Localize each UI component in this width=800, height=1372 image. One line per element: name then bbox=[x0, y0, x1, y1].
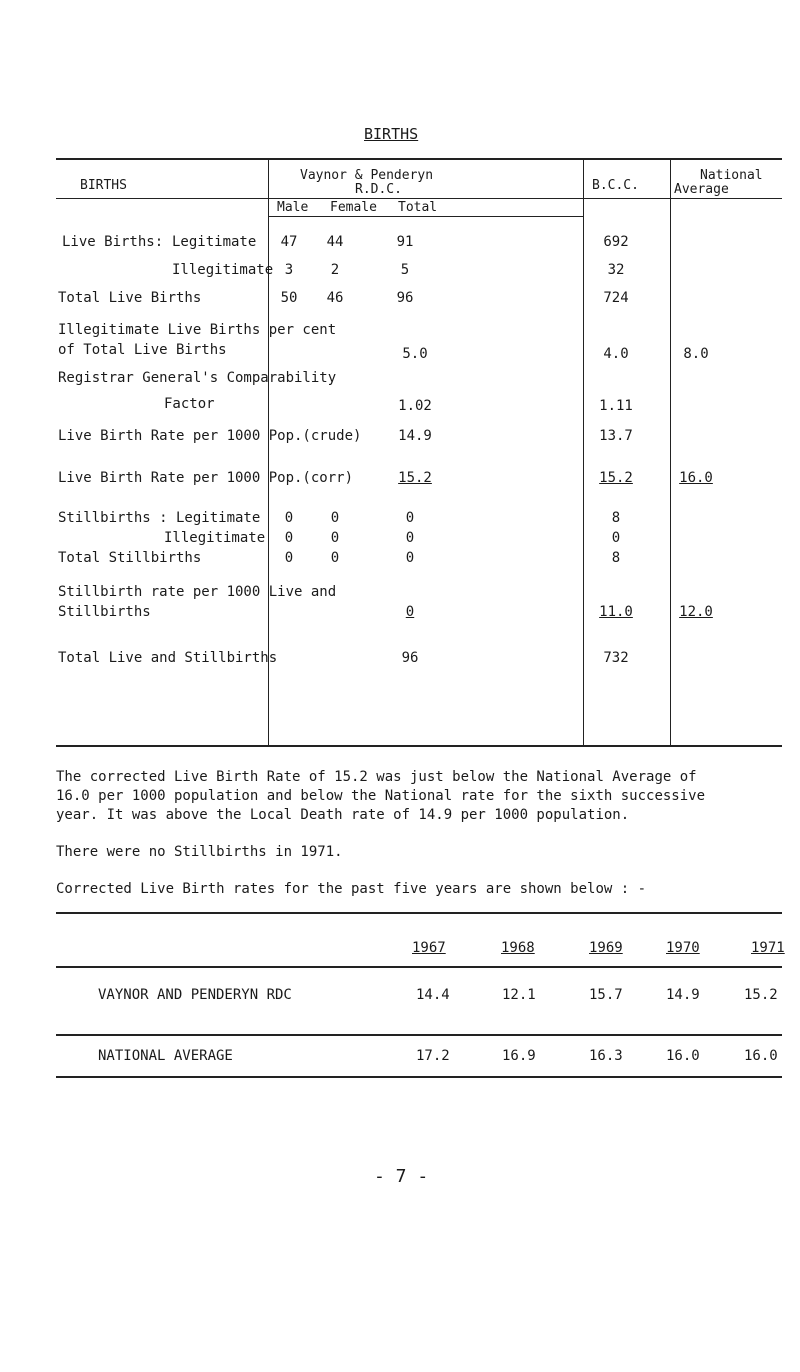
year-header: 1967 bbox=[412, 940, 446, 956]
rates-cell: 14.4 bbox=[416, 987, 450, 1003]
rates-cell: 17.2 bbox=[416, 1048, 450, 1064]
row-label: Live Births: bbox=[62, 234, 164, 250]
cell-male: 0 bbox=[284, 510, 294, 526]
header-bcc: B.C.C. bbox=[592, 178, 639, 193]
row-label: Stillbirth rate per 1000 Live and bbox=[58, 584, 337, 600]
cell-total: 0 bbox=[405, 510, 415, 526]
header-births: BIRTHS bbox=[80, 178, 127, 193]
subheader-male: Male bbox=[277, 200, 309, 215]
header-national-sub: Average bbox=[674, 182, 729, 197]
cell-male: 50 bbox=[280, 290, 298, 306]
cell-female: 46 bbox=[326, 290, 344, 306]
cell-bcc: 0 bbox=[611, 530, 621, 546]
rates-cell: 15.7 bbox=[589, 987, 623, 1003]
row-label: Total Stillbirths bbox=[58, 550, 202, 566]
subheader-female: Female bbox=[330, 200, 377, 215]
row-label: Registrar General's Comparability bbox=[58, 370, 337, 386]
cell-total: 0 bbox=[405, 530, 415, 546]
cell-total: 91 bbox=[396, 234, 414, 250]
cell-bcc: 32 bbox=[607, 262, 625, 278]
rates-cell: 14.9 bbox=[666, 987, 700, 1003]
cell-bcc: 13.7 bbox=[599, 428, 633, 444]
row-label-2: Illegitimate bbox=[172, 262, 274, 278]
cell-national: 16.0 bbox=[679, 470, 713, 486]
header-rdc: Vaynor & Penderyn bbox=[300, 168, 434, 183]
paragraph-line: The corrected Live Birth Rate of 15.2 was just below the National Average of bbox=[56, 769, 697, 785]
paragraph-line: There were no Stillbirths in 1971. bbox=[56, 844, 343, 860]
cell-female: 44 bbox=[326, 234, 344, 250]
page-title: BIRTHS bbox=[364, 125, 419, 143]
paragraph-line: year. It was above the Local Death rate of 14.9 per 1000 population. bbox=[56, 807, 630, 823]
cell-bcc: 8 bbox=[611, 550, 621, 566]
rates-cell: 16.0 bbox=[666, 1048, 700, 1064]
cell-bcc: 1.11 bbox=[599, 398, 633, 414]
row-label-2: Illegitimate bbox=[164, 530, 266, 546]
cell-male: 3 bbox=[284, 262, 294, 278]
row-label-2: Legitimate bbox=[172, 234, 257, 250]
rates-cell: 15.2 bbox=[744, 987, 778, 1003]
cell-national: 8.0 bbox=[683, 346, 709, 362]
row-label: Total Live Births bbox=[58, 290, 202, 306]
rates-mid-rule bbox=[56, 966, 782, 968]
rates-row-label: VAYNOR AND PENDERYN RDC bbox=[98, 987, 292, 1003]
row-label-2: Factor bbox=[164, 396, 215, 412]
cell-male: 0 bbox=[284, 550, 294, 566]
page-number: - 7 - bbox=[374, 1166, 429, 1187]
table-top-rule bbox=[56, 158, 782, 160]
cell-total: 5 bbox=[400, 262, 410, 278]
cell-bcc: 11.0 bbox=[599, 604, 633, 620]
rates-final-rule bbox=[56, 1076, 782, 1078]
row-label: Stillbirths : Legitimate bbox=[58, 510, 261, 526]
rates-cell: 16.0 bbox=[744, 1048, 778, 1064]
cell-bcc: 8 bbox=[611, 510, 621, 526]
cell-total: 96 bbox=[396, 290, 414, 306]
cell-male: 0 bbox=[284, 530, 294, 546]
cell-bcc: 15.2 bbox=[599, 470, 633, 486]
cell-total: 0 bbox=[405, 550, 415, 566]
cell-total: 5.0 bbox=[402, 346, 428, 362]
row-label-2: of Total Live Births bbox=[58, 342, 227, 358]
cell-bcc: 4.0 bbox=[603, 346, 629, 362]
cell-total: 15.2 bbox=[398, 470, 432, 486]
cell-bcc: 692 bbox=[603, 234, 629, 250]
rates-cell: 16.9 bbox=[502, 1048, 536, 1064]
cell-female: 2 bbox=[330, 262, 340, 278]
rates-top-rule bbox=[56, 912, 782, 914]
cell-male: 47 bbox=[280, 234, 298, 250]
cell-bcc: 724 bbox=[603, 290, 629, 306]
row-label: Live Birth Rate per 1000 Pop.(crude) bbox=[58, 428, 362, 444]
year-header: 1970 bbox=[666, 940, 700, 956]
year-header: 1969 bbox=[589, 940, 623, 956]
row-label-2: Stillbirths bbox=[58, 604, 151, 620]
cell-total: 96 bbox=[401, 650, 419, 666]
table-bottom-rule bbox=[56, 745, 782, 747]
row-label: Total Live and Stillbirths bbox=[58, 650, 278, 666]
cell-bcc: 732 bbox=[603, 650, 629, 666]
paragraph-line: Corrected Live Birth rates for the past five years are shown below : - bbox=[56, 881, 647, 897]
cell-total: 1.02 bbox=[398, 398, 432, 414]
cell-national: 12.0 bbox=[679, 604, 713, 620]
row-label: Live Birth Rate per 1000 Pop.(corr) bbox=[58, 470, 354, 486]
rates-bottom-rule bbox=[56, 1034, 782, 1036]
paragraph-line: 16.0 per 1000 population and below the National rate for the sixth successive bbox=[56, 788, 706, 804]
subheader-total: Total bbox=[398, 200, 438, 215]
header-national: National bbox=[700, 168, 763, 183]
row-label: Illegitimate Live Births per cent bbox=[58, 322, 337, 338]
cell-total: 14.9 bbox=[398, 428, 432, 444]
year-header: 1968 bbox=[501, 940, 535, 956]
rates-cell: 16.3 bbox=[589, 1048, 623, 1064]
table-header-rule bbox=[56, 198, 782, 199]
year-header: 1971 bbox=[751, 940, 785, 956]
rates-row-label: NATIONAL AVERAGE bbox=[98, 1048, 233, 1064]
cell-female: 0 bbox=[330, 530, 340, 546]
subheader-rule bbox=[268, 216, 583, 217]
rates-cell: 12.1 bbox=[502, 987, 536, 1003]
cell-female: 0 bbox=[330, 550, 340, 566]
header-rdc-sub: R.D.C. bbox=[355, 182, 402, 197]
cell-total: 0 bbox=[405, 604, 415, 620]
col-divider-bcc bbox=[583, 160, 584, 746]
col-divider-national bbox=[670, 160, 671, 746]
cell-female: 0 bbox=[330, 510, 340, 526]
